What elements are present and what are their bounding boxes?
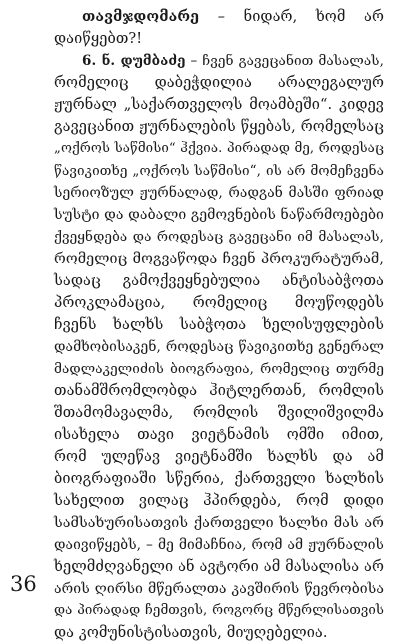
line-text: დაივიწყებს, – მე მიმაჩნია, რომ ამ ჟურნალის xyxy=(54,537,384,553)
line-text: შთამომავალმა, რომლის შვილიშვილმა xyxy=(54,405,384,421)
text-line xyxy=(54,28,384,50)
text-line xyxy=(54,204,384,226)
text-line xyxy=(54,292,384,314)
line-text: ჩვენს ხალხს საბჭოთა ხელისუფლების xyxy=(54,317,384,333)
line-text: რომ ულეწავ ვიეტნამში ხალხს და ამ xyxy=(54,449,384,465)
line-text: ხელმძღვანელი ან ავტორი ამ მასალისა არ xyxy=(54,559,384,575)
speaker-name: თავმჯდომარე xyxy=(82,8,200,25)
text-line xyxy=(54,556,384,578)
line-text: დამხობისაკენ, როდესაც წავიკითხე გენერალ xyxy=(54,339,384,355)
line-text: სახელით ვილაც ჰპირდება, რომ დიდი xyxy=(54,493,384,509)
text-line xyxy=(54,380,384,402)
line-text: ისახელა თავი ვიეტნამის ომში იმით, xyxy=(54,427,384,443)
text-line xyxy=(54,116,384,138)
body-text xyxy=(54,6,384,644)
line-text: ჟურნალ „საქართველოს მოამბეში“. კიდევ xyxy=(54,97,384,113)
text-line xyxy=(54,270,384,292)
text-line xyxy=(54,50,384,72)
text-line xyxy=(54,314,384,336)
text-line xyxy=(54,512,384,534)
text-line xyxy=(54,534,384,556)
line-text: მადლაკელიძის ბიოგრაფია, რომელიც თურმე xyxy=(54,361,384,377)
line-text: ბიოგრაფიაში სწერია, ქართველი ხალხის xyxy=(54,471,384,487)
text-line xyxy=(54,578,384,600)
line-text: თანამშრომლობდა ჰიტლერთან, რომლის xyxy=(54,383,384,399)
text-line xyxy=(54,94,384,116)
text-line xyxy=(54,160,384,182)
text-line xyxy=(54,358,384,380)
line-text: პროკლამაცია, რომელიც მოუწოდებს xyxy=(54,295,384,311)
line-text: ქვეყნდება და როდესაც გავეცანი იმ მასალას, xyxy=(54,229,384,245)
line-text: – ნიდარ, ხომ არ xyxy=(199,9,384,25)
line-text: არის ღირსი მწერალთა კავშირის წევრობისა xyxy=(54,581,384,597)
text-line xyxy=(54,424,384,446)
speaker-name: ნ. დუმბაძე xyxy=(101,53,186,69)
line-text: და კომუნისტისათვის, მიუღებელია. xyxy=(54,625,328,641)
text-line xyxy=(54,6,384,28)
line-text: სერიოზულ ჟურნალად, რადგან მასში ფრიად xyxy=(54,185,384,201)
text-line xyxy=(54,490,384,512)
text-line xyxy=(54,622,384,644)
line-text: წავიკითხე „ოქროს საწმისი“, ის არ მომეჩვენა xyxy=(54,163,384,179)
text-line xyxy=(54,182,384,204)
text-line xyxy=(54,402,384,424)
text-line xyxy=(54,336,384,358)
text-line xyxy=(54,446,384,468)
line-text: სადაც გამოქვეყნებულია ანტისაბჭოთა xyxy=(54,273,384,289)
line-text: სუსტი და დაბალი გემოვნების ნაწარმოებები xyxy=(54,207,384,223)
line-text: რომელიც დაბეჭდილია არალეგალურ xyxy=(54,75,384,91)
line-prefix: 6. xyxy=(82,53,102,69)
line-text: რომელიც მოგვაწოდა ჩვენ პროკურატურამ, xyxy=(54,251,384,267)
text-line xyxy=(54,248,384,270)
line-text: სამსახურისათვის ქართველი ხალხი მას არ xyxy=(54,515,384,531)
text-line xyxy=(54,468,384,490)
page-number: 36 xyxy=(10,572,37,596)
line-text: დაიწყებთ?! xyxy=(54,31,143,47)
line-text: „ოქროს საწმისი“ ჰქვია. პირადად მე, როდესაც xyxy=(54,141,384,156)
text-line xyxy=(54,600,384,622)
text-line xyxy=(54,72,384,94)
line-text: და პირადად ჩემთვის, როგორც მწერლისათვის xyxy=(54,603,384,618)
text-line xyxy=(54,138,384,160)
line-text: – ჩვენ გავეცანით მასალას, xyxy=(185,53,384,69)
text-line xyxy=(54,226,384,248)
line-text: გავეცანით ჟურნალების წყებას, რომელსაც xyxy=(54,119,384,135)
